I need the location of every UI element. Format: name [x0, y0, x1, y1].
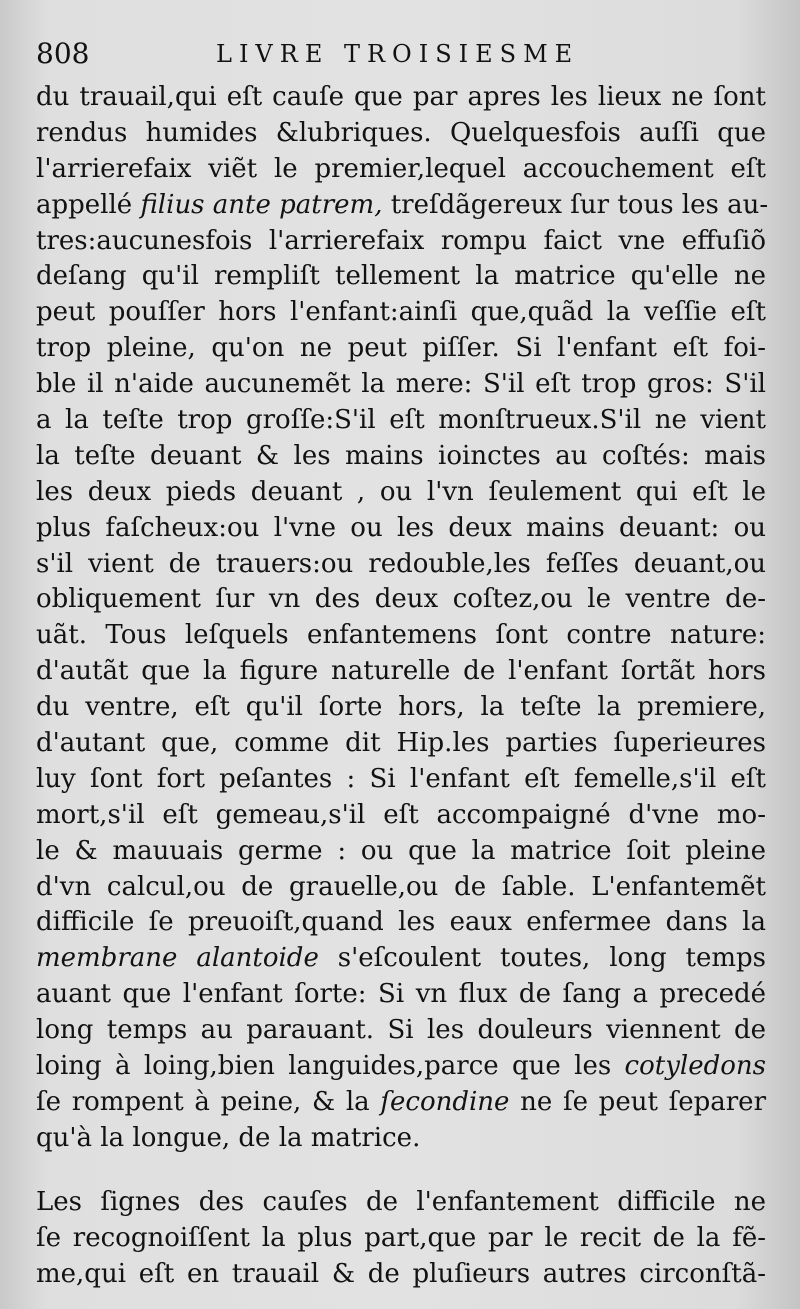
text-line [36, 690, 766, 726]
line-text: loing à loing,bien languides,parce que les [36, 1051, 625, 1082]
text-line [36, 582, 766, 618]
text-line [36, 654, 766, 690]
line-text: a la teſte trop groſſe:S'il eſt monſtrueux.S'il ne vient [36, 405, 766, 436]
text-line [36, 80, 766, 116]
line-text: s'eſcoulent toutes, long temps [318, 943, 766, 974]
running-head: LIVRE TROISIESME [216, 40, 580, 68]
text-line [36, 1221, 766, 1257]
line-text: obliquement ſur vn des deux coſtez,ou le ventre de- [36, 584, 766, 615]
line-text: uãt. Tous leſquels enfantemens ſont contre nature: [36, 620, 766, 651]
italic-term: cotyledons [624, 1051, 766, 1082]
line-text: tres:aucunesfois l'arrierefaix rompu faict vne effuſiõ [36, 225, 766, 256]
text-line [36, 941, 766, 977]
line-text: du trauail,qui eſt cauſe que par apres les lieux ne ſont [36, 82, 766, 112]
italic-term: ſecondine [380, 1086, 510, 1117]
line-text: rendus humides &lubriques. Quelquesfois auſſi que [36, 117, 766, 148]
line-text: plus faſcheux:ou l'vne ou les deux mains deuant: ou [36, 512, 766, 543]
line-text: treſdãgereux ſur tous les au- [382, 189, 769, 220]
italic-term: membrane alantoide [36, 943, 319, 974]
text-line [36, 403, 766, 439]
text-line [36, 1013, 766, 1049]
line-text: ſe rompent à peine, & la [36, 1086, 381, 1117]
page-header [36, 36, 756, 76]
text-line [36, 439, 766, 475]
text-line [36, 367, 766, 403]
text-line [36, 618, 766, 654]
italic-term: filius ante patrem, [140, 189, 383, 220]
line-text: ne ſe peut ſeparer [509, 1086, 766, 1117]
text-line [36, 331, 766, 367]
text-line [36, 224, 766, 260]
text-line [36, 1185, 766, 1221]
line-text: me,qui eſt en trauail & de pluſieurs autres circonſtã- [36, 1258, 766, 1289]
line-text: ſe recognoiſſent la plus part,que par le recit de la fẽ- [36, 1222, 766, 1253]
text-line [36, 1121, 766, 1157]
text-line [36, 762, 766, 798]
line-text: du ventre, eſt qu'il ſorte hors, la teſte la premiere, [36, 692, 766, 723]
text-line [36, 152, 766, 188]
line-text: s'il vient de trauers:ou redouble,les feſſes deuant,ou [36, 548, 766, 579]
line-text: difficile ſe preuoiſt,quand les eaux enfermee dans la [36, 907, 766, 938]
line-text: ble il n'aide aucunemẽt la mere: S'il eſt trop gros: S'il [36, 369, 766, 400]
paragraph-gap [36, 1157, 766, 1185]
line-text: Les ſignes des cauſes de l'enfantement difficile ne [36, 1186, 766, 1217]
line-text: mort,s'il eſt gemeau,s'il eſt accompaigné d'vne mo- [36, 799, 766, 830]
line-text: auant que l'enfant ſorte: Si vn flux de ſang a precedé [36, 979, 766, 1010]
text-line [36, 834, 766, 870]
line-text: trop pleine, qu'on ne peut piſſer. Si l'enfant eſt foi- [36, 333, 766, 364]
line-text: la teſte deuant & les mains ioinctes au coſtés: mais [36, 440, 766, 471]
line-text: d'autant que, comme dit Hip.les parties ſuperieures [36, 728, 766, 759]
line-text: d'vn calcul,ou de grauelle,ou de ſable. L'enfantemẽt [36, 871, 766, 902]
line-text: appellé [36, 189, 141, 220]
text-line [36, 511, 766, 547]
text-line [36, 798, 766, 834]
line-text: peut pouſſer hors l'enfant:ainſi que,quãd la veſſie eſt [36, 297, 766, 328]
text-line [36, 259, 766, 295]
text-line [36, 188, 769, 224]
line-text: deſang qu'il rempliſt tellement la matrice qu'elle ne [36, 261, 766, 292]
text-line [36, 547, 766, 583]
text-line [36, 116, 766, 152]
line-text: qu'à la longue, de la matrice. [36, 1122, 421, 1153]
text-line [36, 1085, 766, 1121]
paragraph-2 [36, 1185, 766, 1293]
body-text [36, 80, 769, 1292]
line-text: long temps au parauant. Si les douleurs viennent de [36, 1015, 766, 1046]
text-line [36, 905, 766, 941]
line-text: d'autãt que la figure naturelle de l'enfant ſortãt hors [36, 656, 766, 687]
text-line [36, 1049, 766, 1085]
page-number: 808 [36, 37, 90, 70]
line-text: les deux pieds deuant , ou l'vn ſeulement qui eſt le [36, 476, 766, 507]
line-text: le & mauuais germe : ou que la matrice ſoit pleine [36, 835, 766, 866]
text-line [36, 295, 766, 331]
text-line [36, 475, 766, 511]
text-line [36, 870, 766, 906]
paragraph-1 [36, 80, 769, 1157]
text-line [36, 977, 766, 1013]
line-text: l'arrierefaix viẽt le premier,lequel accouchement eſt [36, 153, 766, 184]
line-text: luy ſont fort peſantes : Si l'enfant eſt femelle,s'il eſt [36, 763, 766, 794]
text-line [36, 726, 766, 762]
text-line [36, 1257, 766, 1293]
